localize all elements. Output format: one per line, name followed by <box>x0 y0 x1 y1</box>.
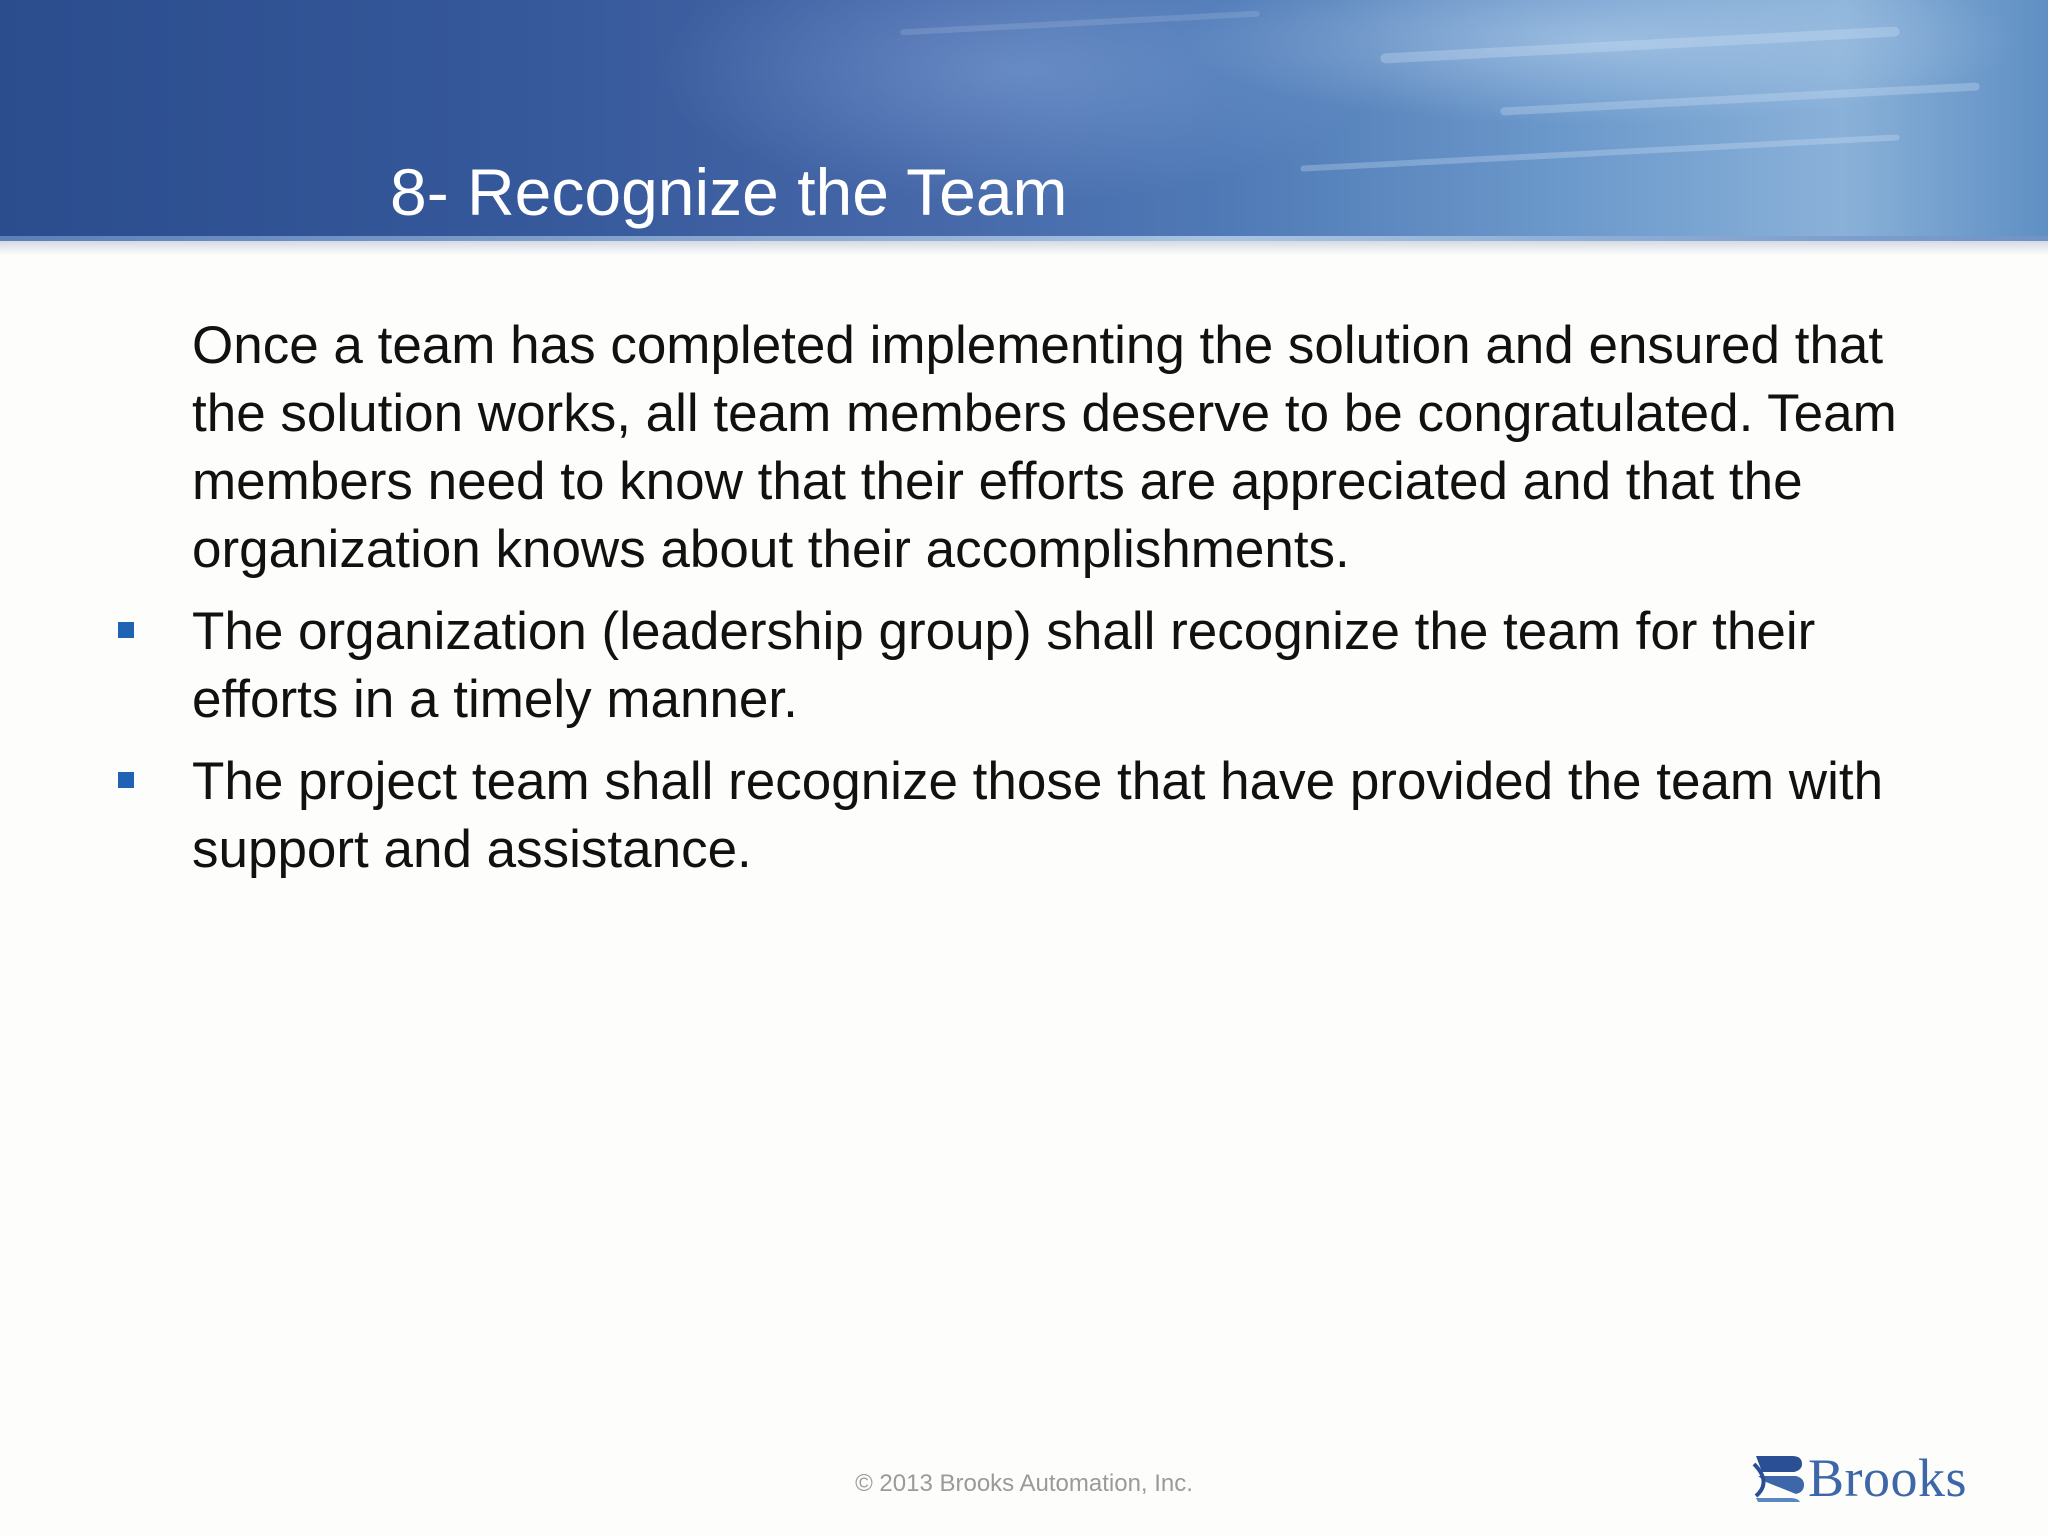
slide-body <box>192 312 1912 898</box>
bullet-text: The organization (leadership group) shall recognize the team for their efforts in a timely manner. <box>192 602 1816 729</box>
bullet-text: The project team shall recognize those that have provided the team with support and assistance. <box>192 752 1884 879</box>
bullet-item <box>192 598 1912 734</box>
slide-title: 8- Recognize the Team <box>390 155 1068 229</box>
brooks-logo-mark-icon <box>1752 1452 1808 1506</box>
brooks-logo-text: Brooks <box>1808 1448 1968 1508</box>
square-bullet-icon <box>118 772 134 788</box>
brooks-logo <box>1752 1448 1992 1508</box>
bullet-item <box>192 748 1912 884</box>
header-shadow <box>0 241 2048 255</box>
bullet-list <box>192 598 1912 884</box>
copyright-footer: © 2013 Brooks Automation, Inc. <box>855 1470 1193 1497</box>
intro-paragraph: Once a team has completed implementing the solution and ensured that the solution works, all team members deserve to be congratulated. Team members need to know that their efforts are appreciated and that the organization knows about their accomplishments. <box>192 316 1897 579</box>
square-bullet-icon <box>118 622 134 638</box>
header-band <box>0 0 2048 236</box>
